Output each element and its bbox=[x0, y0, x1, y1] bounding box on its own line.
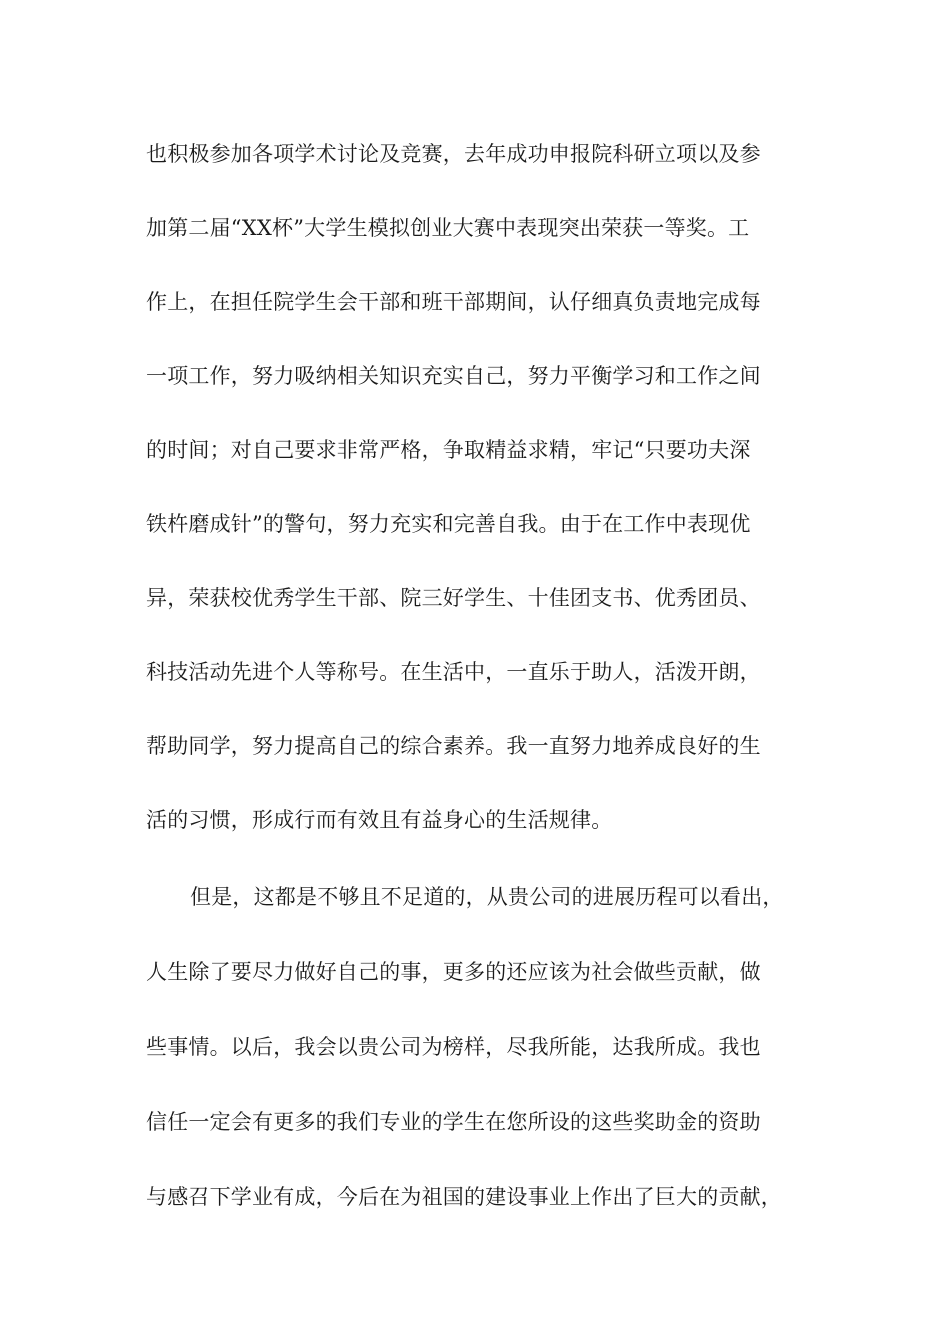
text-line: 作上，在担任院学生会干部和班干部期间，认仔细真负责地完成每 bbox=[146, 290, 761, 314]
text-line: 也积极参加各项学术讨论及竞赛，去年成功申报院科研立项以及参 bbox=[146, 142, 761, 166]
text-line: 科技活动先进个人等称号。在生活中，一直乐于助人，活泼开朗， bbox=[146, 660, 761, 684]
text-line: 信任一定会有更多的我们专业的学生在您所设的这些奖助金的资助 bbox=[146, 1110, 761, 1134]
text-line: 铁杵磨成针”的警句，努力充实和完善自我。由于在工作中表现优 bbox=[146, 512, 751, 536]
text-line: 异，荣获校优秀学生干部、院三好学生、十佳团支书、优秀团员、 bbox=[146, 586, 761, 610]
text-line: 些事情。以后，我会以贵公司为榜样，尽我所能，达我所成。我也 bbox=[146, 1035, 761, 1059]
text-line: 一项工作，努力吸纳相关知识充实自己，努力平衡学习和工作之间 bbox=[146, 364, 761, 388]
text-line: 的时间；对自己要求非常严格，争取精益求精，牢记“只要功夫深 bbox=[146, 438, 751, 462]
paragraph-start-line: 但是，这都是不够且不足道的，从贵公司的进展历程可以看出， bbox=[190, 885, 784, 909]
text-line: 活的习惯，形成行而有效且有益身心的生活规律。 bbox=[146, 808, 613, 832]
text-line: 加第二届“XX杯”大学生模拟创业大赛中表现突出荣获一等奖。工 bbox=[146, 216, 750, 240]
text-line: 人生除了要尽力做好自己的事，更多的还应该为社会做些贡献，做 bbox=[146, 960, 761, 984]
text-line: 帮助同学，努力提高自己的综合素养。我一直努力地养成良好的生 bbox=[146, 734, 761, 758]
text-line: 与感召下学业有成，今后在为祖国的建设事业上作出了巨大的贡献， bbox=[146, 1185, 782, 1209]
